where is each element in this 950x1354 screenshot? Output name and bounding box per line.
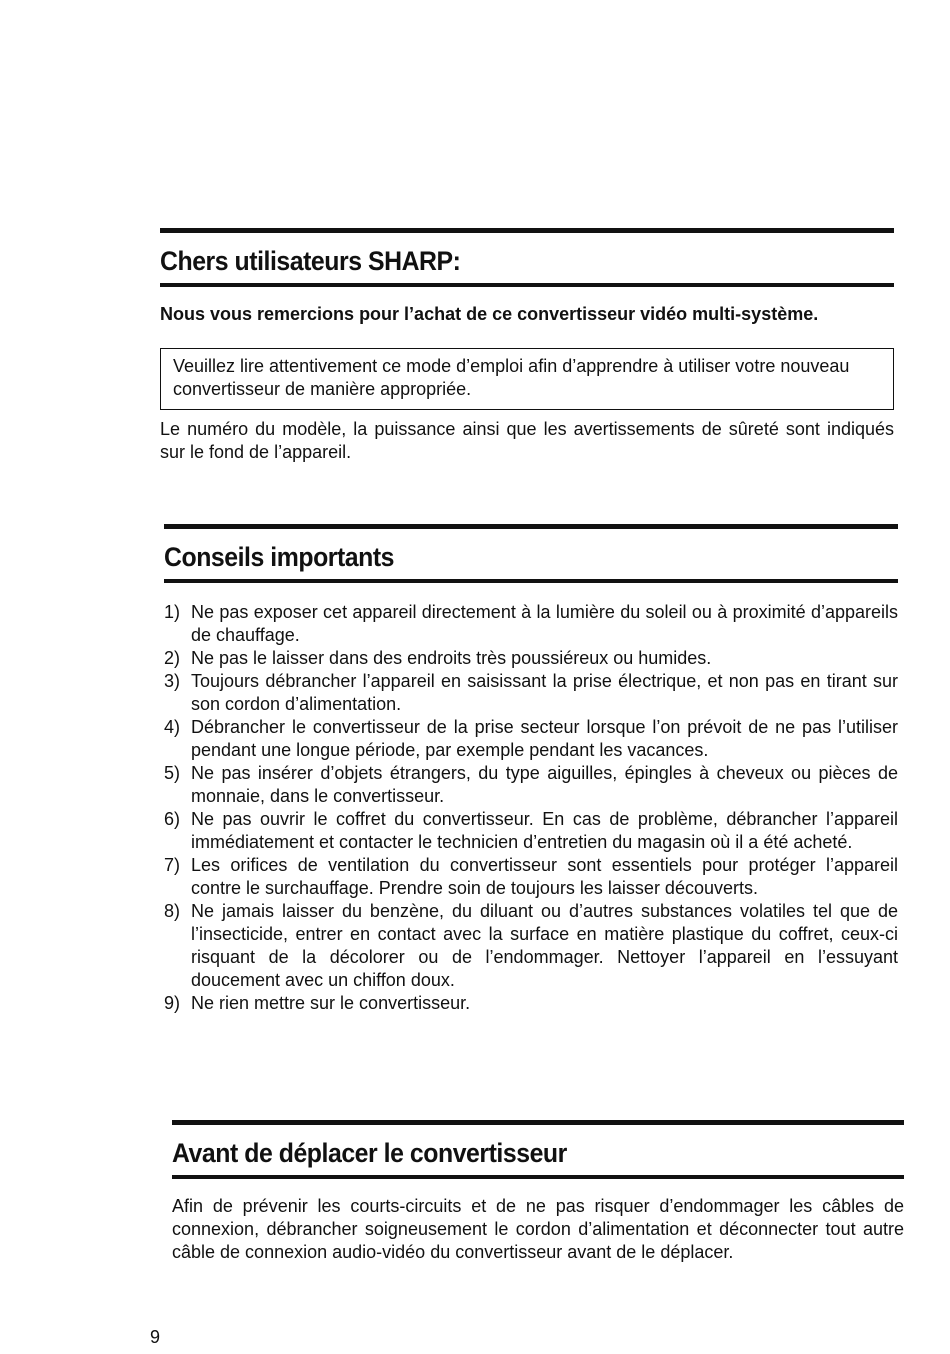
heading-rule-bottom bbox=[160, 283, 894, 287]
page-number: 9 bbox=[150, 1327, 161, 1347]
section-before-moving bbox=[172, 1120, 904, 1264]
list-item: 8) Ne jamais laisser du benzène, du diluant ou d’autres substances volatiles tel que de l’insecticide, entrer en contact avec la surface en matière plastique du coffret, ceux-ci risquant de la décolorer ou de l’endommager. Nettoyer l’appareil en l’essuyant doucement avec un chiffon doux. bbox=[164, 901, 898, 990]
boxed-note bbox=[160, 348, 894, 410]
list-item: 3) Toujours débrancher l’appareil en saisissant la prise électrique, et non pas en tirant sur son cordon d’alimentation. bbox=[164, 671, 898, 714]
before-moving-text: Afin de prévenir les courts-circuits et de ne pas risquer d’endommager les câbles de connexion, débrancher soigneusement le cordon d’alimentation et déconnecter tout autre câble de connexion audio-vidéo du convertisseur avant de le déplacer. bbox=[172, 1196, 904, 1262]
section-welcome bbox=[160, 228, 894, 464]
boxed-note-text: Veuillez lire attentivement ce mode d’emploi afin d’apprendre à utiliser votre nouveau convertisseur de manière appropriée. bbox=[173, 356, 850, 399]
heading-rule-bottom bbox=[172, 1175, 904, 1179]
list-item: 5) Ne pas insérer d’objets étrangers, du type aiguilles, épingles à cheveux ou pièces de monnaie, dans le convertisseur. bbox=[164, 763, 898, 806]
section-heading: Chers utilisateurs SHARP: bbox=[160, 246, 461, 276]
thanks-text: Nous vous remercions pour l’achat de ce convertisseur vidéo multi-système. bbox=[160, 304, 819, 324]
model-info-text: Le numéro du modèle, la puissance ainsi que les avertissements de sûreté sont indiqués sur le fond de l’appareil. bbox=[160, 419, 894, 462]
section-heading: Conseils importants bbox=[164, 542, 395, 572]
heading-rule-bottom bbox=[164, 579, 898, 583]
section-important-tips bbox=[164, 524, 898, 1015]
list-item: 2) Ne pas le laisser dans des endroits très poussiéreux ou humides. bbox=[164, 648, 712, 668]
list-item: 4) Débrancher le convertisseur de la prise secteur lorsque l’on prévoit de ne pas l’utiliser pendant une longue période, par exemple pendant les vacances. bbox=[164, 717, 898, 760]
heading-rule-top bbox=[160, 228, 894, 233]
heading-rule-top bbox=[172, 1120, 904, 1125]
list-item: 9) Ne rien mettre sur le convertisseur. bbox=[164, 993, 471, 1013]
tips-list bbox=[164, 601, 898, 1015]
list-item: 7) Les orifices de ventilation du convertisseur sont essentiels pour protéger l’appareil contre le surchauffage. Prendre soin de toujours les laisser découverts. bbox=[164, 855, 898, 898]
list-item: 1) Ne pas exposer cet appareil directement à la lumière du soleil ou à proximité d’appareils de chauffage. bbox=[164, 602, 898, 645]
heading-rule-top bbox=[164, 524, 898, 529]
section-heading: Avant de déplacer le convertisseur bbox=[172, 1138, 567, 1168]
list-item: 6) Ne pas ouvrir le coffret du convertisseur. En cas de problème, débrancher l’appareil immédiatement et contacter le technicien d’entretien du magasin où il a été acheté. bbox=[164, 809, 898, 852]
